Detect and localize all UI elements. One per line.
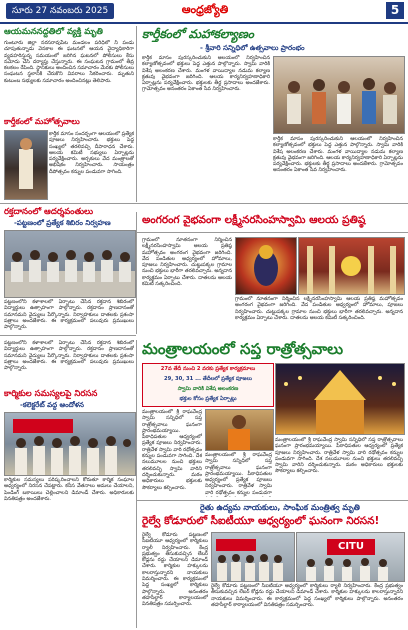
info-line: 27వ తేదీ నుంచి 2 వరకు ప్రత్యేక కార్యక్రమాలు — [160, 366, 256, 372]
article-body: మంత్రాలయంలో శ్రీ రాఘవేంద్ర స్వామి సన్నిధిలో సప్త రాత్రోత్సవాలు ఘనంగా ప్రారంభమయ్యాయి. పీఠాధిపతుల ఆధ్వర్యంలో ప్రత్యేక పూజలు నిర్వహించారు. రాత్రివేళ స్వామి వారి రథోత్సవం కన్నుల పండువగా సాగింది. దేశ నలుమూలల నుంచి భక్తులు తరలివచ్చి స్వామి వారిని దర్శించుకున్నారు. మఠం అధికారులు భక్తులకు సౌకర్యాలు కల్పించారు. — [275, 437, 403, 475]
article-headline: కార్మికుల సమస్యలపై నిరసన — [4, 389, 98, 399]
article-headline: రైల్వే కోడూరులో సీఐటీయూ ఆధ్వర్యంలో ఘనంగా నిరసన! — [142, 515, 380, 527]
issue-date: సూరు 27 నవంబరు 2025 — [6, 3, 114, 19]
temple-pillars — [299, 238, 404, 294]
article-subhead: -కలెక్టరేట్ వద్ద ఆందోళన — [20, 401, 84, 409]
section-divider — [0, 335, 136, 336]
article-headline: రైతు ఉద్యమ నాయకులు, సాంఘిక మంత్రిత్వ మృతి — [200, 503, 360, 512]
article-headline: రక్తదానంలో ఆదర్శవంతులు — [4, 207, 94, 217]
rally-photo — [211, 532, 295, 582]
info-line: స్వామి వారికి విశేష అలంకరణ — [177, 386, 239, 392]
page-header — [0, 0, 408, 22]
info-box — [142, 363, 274, 407]
priest-photo — [205, 409, 274, 451]
article-body: గ్రామంలో నూతనంగా నిర్మించిన లక్ష్మీనరసింహస్వామి ఆలయ ప్రతిష్ఠ మహోత్సవం అంగరంగ వైభవంగా జరిగింది. వేద పండితుల ఆధ్వర్యంలో హోమాలు, పూజలు నిర్వహించారు. చుట్టుపక్కల గ్రామాల నుంచి భక్తులు భారీగా తరలివచ్చారు. అన్నదాన కార్యక్రమం ఏర్పాటు చేశారు. దాతలను ఆలయ కమిటీ సత్కరించింది. — [235, 296, 403, 321]
night-festival-photo — [275, 363, 405, 435]
info-line: భక్తుల కోసం ప్రత్యేక ఏర్పాట్లు — [179, 396, 237, 402]
article-subhead: -పట్టణంలో ప్రత్యేక శిబిరం నిర్వహణ — [14, 219, 111, 227]
article-body: రైల్వే కోడూరు పట్టణంలో సీఐటీయూ ఆధ్వర్యంలో కార్మికులు ర్యాలీ నిర్వహించారు. కేంద్ర ప్రభుత్వం తీసుకువచ్చిన లేబర్ కోడ్లను రద్దు చేయాలని డిమాండ్ చేశారు. కార్మికుల హక్కులను కాలరాస్తున్నారని నాయకులు విమర్శించారు. ఈ కార్యక్రమంలో పెద్ద సంఖ్యలో కార్మికులు పాల్గొన్నారు. అనంతరం తహసీల్దార్ కార్యాలయంలో వినతిపత్రం సమర్పించారు. — [211, 583, 403, 608]
section-divider — [137, 232, 408, 233]
article-subhead: - శ్రీవారి సన్నిధిలో ఉత్సవాలు ప్రారంభం — [200, 44, 305, 52]
column-divider — [136, 340, 137, 628]
ceremony-photo — [273, 56, 405, 134]
article-body: మంత్రాలయంలో శ్రీ రాఘవేంద్ర స్వామి సన్నిధిలో సప్త రాత్రోత్సవాలు ఘనంగా ప్రారంభమయ్యాయి. పీఠాధిపతుల ఆధ్వర్యంలో ప్రత్యేక పూజలు నిర్వహించారు. రాత్రివేళ స్వామి వారి రథోత్సవం కన్నుల పండువగా సాగింది. దేశ నలుమూలల నుంచి భక్తులు తరలివచ్చి స్వామి వారిని దర్శించుకున్నారు. మఠం అధికారులు భక్తులకు సౌకర్యాలు కల్పించారు. — [142, 409, 202, 491]
article-body: పట్టణంలోని కళాశాలలో ఏర్పాటు చేసిన రక్తదాన శిబిరంలో విద్యార్థులు ఉత్సాహంగా పాల్గొన్నారు. రక్తదానం ప్రాణదానంతో సమానమని వైద్యులు పేర్కొన్నారు. నిర్వాహకులు దాతలకు ప్రశంసా పత్రాలు అందజేశారు. ఈ కార్యక్రమంలో పలువురు ప్రముఖులు పాల్గొన్నారు. — [4, 299, 134, 331]
temple-interior-photo — [298, 237, 405, 295]
deity-photo — [235, 237, 297, 295]
person-figure — [5, 131, 47, 199]
article-body: మంత్రాలయంలో శ్రీ రాఘవేంద్ర స్వామి సన్నిధిలో సప్త రాత్రోత్సవాలు ఘనంగా ప్రారంభమయ్యాయి. పీఠాధిపతుల ఆధ్వర్యంలో ప్రత్యేక పూజలు నిర్వహించారు. రాత్రివేళ స్వామి వారి రథోత్సవం కన్నుల పండువగా — [205, 452, 272, 496]
rally-crowd — [212, 533, 294, 581]
citu-protest-photo — [296, 532, 405, 582]
citu-banner: CITU — [327, 539, 375, 555]
column-divider — [136, 212, 137, 334]
article-headline: ఆయమననద్దతిలో వ్యక్తి మృతి — [4, 27, 103, 37]
section-divider — [0, 203, 408, 204]
people-row — [5, 231, 135, 297]
illuminated-temple — [276, 364, 404, 434]
people-group — [274, 57, 404, 133]
page-number: 5 — [386, 2, 404, 19]
article-headline: కార్తీకంలో మహాకల్యాణం — [142, 27, 254, 41]
article-headline: కార్తీకంలో మహోత్సవాలు — [4, 117, 80, 126]
header-rule — [0, 22, 408, 24]
info-line: 29, 30, 31 ... తేదీలలో ప్రత్యేక పూజలు — [164, 376, 252, 382]
article-headline: మంత్రాలయంలో సప్త రాత్రోత్సవాలు — [142, 340, 344, 358]
protesters — [297, 533, 404, 581]
blood-donation-photo — [4, 230, 136, 298]
article-body: రైల్వే కోడూరు పట్టణంలో సీఐటీయూ ఆధ్వర్యంలో కార్మికులు ర్యాలీ నిర్వహించారు. కేంద్ర ప్రభుత్వం తీసుకువచ్చిన లేబర్ కోడ్లను రద్దు చేయాలని డిమాండ్ చేశారు. కార్మికుల హక్కులను కాలరాస్తున్నారని నాయకులు విమర్శించారు. ఈ కార్యక్రమంలో పెద్ద సంఖ్యలో కార్మికులు పాల్గొన్నారు. అనంతరం తహసీల్దార్ కార్యాలయంలో వినతిపత్రం సమర్పించారు. — [142, 532, 208, 608]
article-headline: అంగరంగ వైభవంగా లక్ష్మీనరసింహస్వామి ఆలయ ప్రతిష్ఠ — [142, 214, 366, 226]
protest-photo — [4, 412, 136, 476]
column-divider — [136, 26, 137, 202]
article-body: గుంటూరు జిల్లా నరసరావుపేట మండలం పరిధిలో నీ పండు చూపుతున్నాడు వెనకాల ఈ ఘటనలో ఆయన వైద్యాధికారిగా వ్యవహరిస్తున్న సమయంలో జరిగిన ఘటనలో పోలీసులు కేసు నమోదు చేసి దర్యాప్తు చేస్తున్నారు. ఈ సంఘటన గ్రామంలో తీవ్ర కలకలం రేపింది. స్థానికులు అందించిన సమాచారం మేరకు పోలీసులు సంఘటన స్థలానికి చేరుకొని వివరాలు సేకరించారు. మృతుని కుటుంబ సభ్యులకు సమాచారం అందించినట్లు తెలిపారు. — [4, 40, 134, 84]
temple-photo — [4, 130, 48, 200]
section-divider — [137, 500, 408, 501]
article-body: కార్తీక మాసం పురస్కరించుకుని ఆలయంలో నిర్వహించిన కల్యాణోత్సవంలో భక్తులు పెద్ద ఎత్తున పాల్గొన్నారు. స్వామి వారికి విశేష అలంకరణ చేశారు. మంగళ వాయిద్యాల నడుమ కల్యాణ క్రతువు వైభవంగా జరిగింది. ఆలయ కార్యనిర్వహణాధికారి ఏర్పాట్లను పర్యవేక్షించారు. భక్తులకు తీర్థ ప్రసాదాలు అందజేశారు. గ్రామోత్సవం అనంతరం ఏకాంత సేవ నిర్వహించారు. — [273, 136, 403, 174]
protest-group — [5, 413, 135, 475]
priest-figure — [206, 410, 273, 450]
idol-figure — [236, 238, 296, 294]
article-body: పట్టణంలోని కళాశాలలో ఏర్పాటు చేసిన రక్తదాన శిబిరంలో విద్యార్థులు ఉత్సాహంగా పాల్గొన్నారు. రక్తదానం ప్రాణదానంతో సమానమని వైద్యులు పేర్కొన్నారు. నిర్వాహకులు దాతలకు ప్రశంసా పత్రాలు అందజేశారు. ఈ కార్యక్రమంలో పలువురు ప్రముఖులు పాల్గొన్నారు. — [4, 340, 134, 372]
paper-name: ఆంధ్రజ్యోతి — [181, 3, 229, 16]
article-body: కార్మికుల సమస్యలు పరిష్కరించాలని కోరుతూ కార్మిక సంఘాల ఆధ్వర్యంలో నిరసన చేపట్టారు. కనీస వేతనాలు అమలు చేయాలని, పెండింగ్ బకాయిలు చెల్లించాలని డిమాండ్ చేశారు. అధికారులకు వినతిపత్రం అందజేశారు. — [4, 477, 134, 502]
article-body: కార్తీక మాసం సందర్భంగా ఆలయంలో ప్రత్యేక పూజలు నిర్వహించారు. భక్తులు పెద్ద సంఖ్యలో తరలివచ్చి దీపారాధన చేశారు. ఆలయ కమిటీ సభ్యులు ఏర్పాట్లను పర్యవేక్షించారు. అర్చకులు వేద మంత్రాలతో అభిషేకం నిర్వహించారు. సాయంత్రం దీపోత్సవం కన్నుల పండువగా సాగింది. — [49, 131, 134, 175]
article-body: కార్తీక మాసం పురస్కరించుకుని ఆలయంలో నిర్వహించిన కల్యాణోత్సవంలో భక్తులు పెద్ద ఎత్తున పాల్గొన్నారు. స్వామి వారికి విశేష అలంకరణ చేశారు. మంగళ వాయిద్యాల నడుమ కల్యాణ క్రతువు వైభవంగా జరిగింది. ఆలయ కార్యనిర్వహణాధికారి ఏర్పాట్లను పర్యవేక్షించారు. భక్తులకు తీర్థ ప్రసాదాలు అందజేశారు. గ్రామోత్సవం అనంతరం ఏకాంత సేవ నిర్వహించారు. — [142, 55, 270, 93]
article-body: గ్రామంలో నూతనంగా నిర్మించిన లక్ష్మీనరసింహస్వామి ఆలయ ప్రతిష్ఠ మహోత్సవం అంగరంగ వైభవంగా జరిగింది. వేద పండితుల ఆధ్వర్యంలో హోమాలు, పూజలు నిర్వహించారు. చుట్టుపక్కల గ్రామాల నుంచి భక్తులు భారీగా తరలివచ్చారు. అన్నదాన కార్యక్రమం ఏర్పాటు చేశారు. దాతలను ఆలయ కమిటీ సత్కరించింది. — [142, 237, 232, 288]
